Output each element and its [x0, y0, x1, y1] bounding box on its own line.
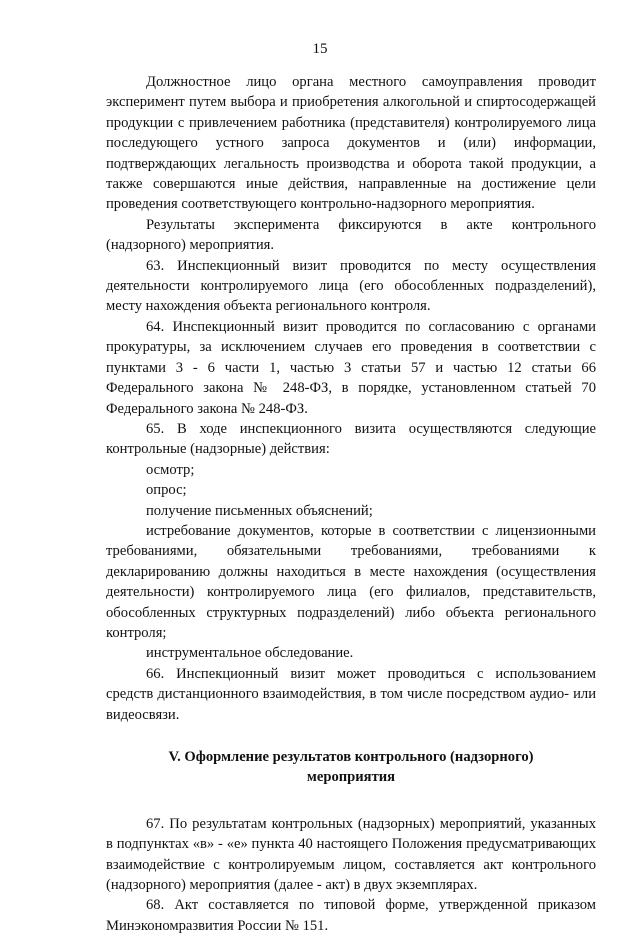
section-heading: V. Оформление результатов контрольного (надзорного) мероприятия — [168, 749, 534, 786]
page-number: 15 — [312, 41, 328, 57]
paragraph: Результаты эксперимента фиксируются в акте контрольного (надзорного) мероприятия. — [106, 216, 596, 254]
paragraph-65: 65. В ходе инспекционного визита осуществляются следующие контрольные (надзорные) действия: — [106, 420, 596, 458]
document-body — [106, 72, 596, 936]
list-item: опрос; — [146, 482, 187, 499]
paragraph-68: 68. Акт составляется по типовой форме, утвержденной приказом Минэкономразвития России № 151. — [106, 897, 596, 934]
list-item: истребование документов, которые в соответствии с лицензионными требованиями, обязательными требованиями, требованиями к декларированию должны находиться в месте нахождения (осуществления деятельности) контролируемого лица (его филиалов, представительств, обособленных структурных подразделений) либо объекта регионального контроля; — [106, 522, 596, 641]
paragraph-66: 66. Инспекционный визит может проводиться с использованием средств дистанционного взаимодействия, в том числе посредством аудио- или видеосвязи. — [106, 665, 596, 723]
paragraph: Должностное лицо органа местного самоуправления проводит эксперимент путем выбора и приобретения алкогольной и спиртосодержащей продукции с привлечением работника (представителя) контролируемого лица последующего устного запроса документов и (или) информации, подтверждающих легальность производства и оборота такой продукции, а также совершаются иные действия, направленные на достижение цели проведения соответствующего контрольно-надзорного мероприятия. — [106, 74, 596, 213]
list-item: инструментальное обследование. — [146, 645, 354, 662]
list-item: получение письменных объяснений; — [146, 502, 373, 519]
list-item: осмотр; — [146, 461, 195, 478]
paragraph-63: 63. Инспекционный визит проводится по месту осуществления деятельности контролируемого лица (его обособленных подразделений), месту нахождения объекта регионального контроля. — [106, 257, 596, 315]
paragraph-64: 64. Инспекционный визит проводится по согласованию с органами прокуратуры, за исключением случаев его проведения в соответствии с пунктами 3 - 6 части 1, частью 3 статьи 57 и частью 12 статьи 66 Федерального закона № 248-ФЗ, в порядке, установленном статьей 70 Федерального закона № 248-ФЗ. — [106, 318, 596, 417]
paragraph-67: 67. По результатам контрольных (надзорных) мероприятий, указанных в подпунктах «в» - «е» пункта 40 настоящего Положения предусматривающих взаимодействие с контролируемым лицом, составляется акт контрольного (надзорного) мероприятия (далее - акт) в двух экземплярах. — [106, 815, 596, 894]
